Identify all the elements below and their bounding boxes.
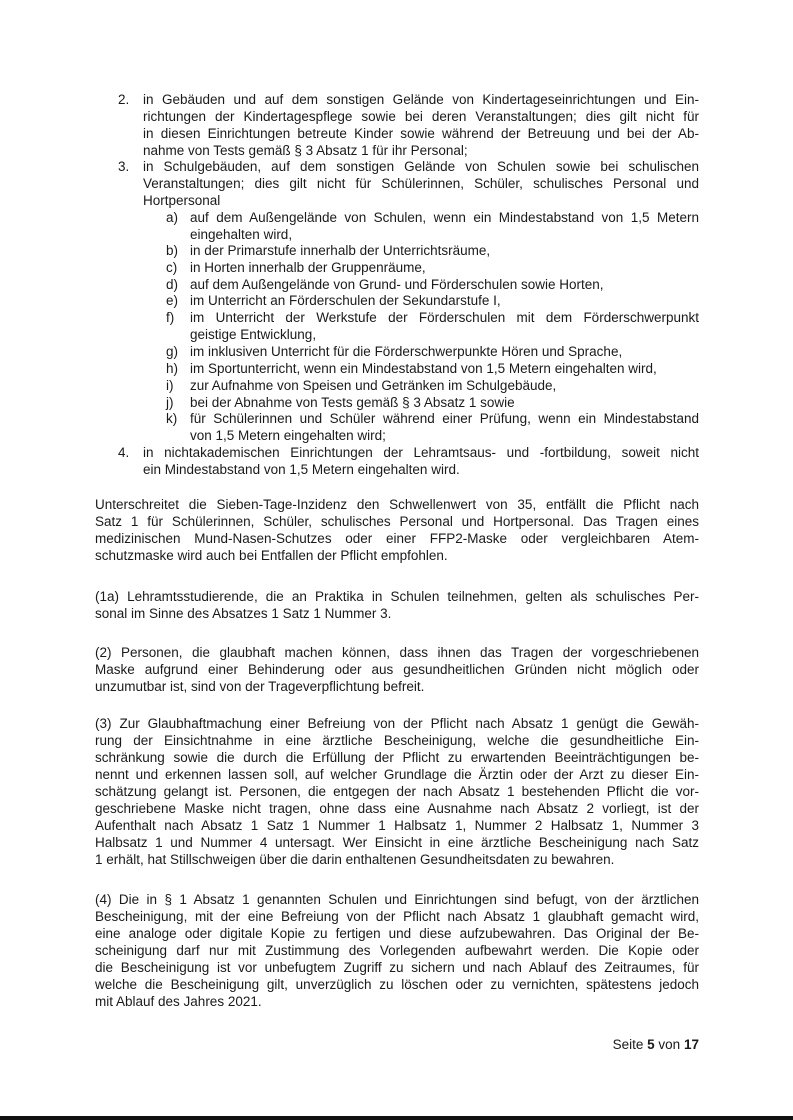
list-text-line: in Schulgebäuden, auf dem sonstigen Gelände von Schulen sowie bei schulischen	[143, 159, 699, 174]
paragraph-line: sonal im Sinne des Absatzes 1 Satz 1 Nummer 3.	[95, 606, 392, 621]
sub-item-letter: j)	[166, 395, 174, 410]
paragraph-line: Bescheinigung, mit der eine Befreiung von der Pflicht nach Absatz 1 glaubhaft gemacht wird,	[95, 909, 699, 924]
sub-item-letter: h)	[166, 361, 179, 376]
paragraph-line: mit Ablauf des Jahres 2021.	[95, 994, 262, 1009]
paragraph-line: geschriebene Maske nicht tragen, ohne dass eine Ausnahme nach Absatz 2 vorliegt, ist der	[95, 801, 699, 816]
paragraph-line: (2) Personen, die glaubhaft machen können, dass ihnen das Tragen der vorgeschriebenen	[95, 645, 699, 660]
page-bottom-border	[0, 1116, 793, 1120]
sub-item-letter: b)	[166, 243, 179, 258]
sub-item-line: im Unterricht der Werkstufe der Förderschulen mit dem Förderschwerpunkt	[190, 310, 699, 325]
sub-item-line: von 1,5 Metern eingehalten wird;	[190, 428, 386, 443]
sub-item-letter: d)	[166, 277, 179, 292]
paragraph-line: Halbsatz 1 und Nummer 4 untersagt. Wer Einsicht in eine ärztliche Bescheinigung nach Satz	[95, 835, 699, 850]
paragraph-line: schutzmaske wird auch bei Entfallen der Pflicht empfohlen.	[95, 548, 448, 563]
page-label: Seite	[612, 1037, 644, 1052]
list-text-line: in diesen Einrichtungen betreute Kinder sowie während der Betreuung und bei der Ab-	[143, 126, 699, 141]
paragraph-line: Aufenthalt nach Absatz 1 Satz 1 Nummer 1 Halbsatz 1, Nummer 2 Halbsatz 1, Nummer 3	[95, 818, 699, 833]
list-text-line: Hortpersonal	[143, 193, 221, 208]
paragraph-line: scheinigung darf nur mit Zustimmung des Vorlegenden aufbewahrt werden. Die Kopie oder	[95, 943, 699, 958]
sub-item-line: im Unterricht an Förderschulen der Sekundarstufe I,	[190, 293, 501, 308]
list-text-line: in nichtakademischen Einrichtungen der Lehramtsaus- und -fortbildung, soweit nicht	[143, 445, 699, 460]
sub-item-letter: f)	[166, 310, 175, 325]
paragraph-line: nennt und erkennen lassen soll, auf welcher Grundlage die Ärztin oder der Arzt zu dieser Ein-	[95, 767, 699, 782]
list-text-line: in Gebäuden und auf dem sonstigen Gelände von Kindertageseinrichtungen und Ein-	[143, 92, 699, 107]
list-text-line: Veranstaltungen; dies gilt nicht für Schülerinnen, Schüler, schulisches Personal und	[143, 176, 699, 191]
sub-item-line: eingehalten wird,	[190, 227, 293, 242]
paragraph-line: medizinischen Mund-Nasen-Schutzes oder einer FFP2-Maske oder vergleichbaren Atem-	[95, 531, 699, 546]
paragraph-line: 1 erhält, hat Stillschweigen über die darin enthaltenen Gesundheitsdaten zu bewahren.	[95, 852, 615, 867]
paragraph-line: Unterschreitet die Sieben-Tage-Inzidenz den Schwellenwert von 35, entfällt die Pflicht nach	[95, 497, 699, 512]
sub-item-letter: g)	[166, 344, 179, 359]
sub-item-line: im Sportunterricht, wenn ein Mindestabstand von 1,5 Metern eingehalten wird,	[190, 361, 657, 376]
list-number: 3.	[118, 159, 130, 174]
sub-item-line: auf dem Außengelände von Grund- und Förderschulen sowie Horten,	[190, 277, 604, 292]
paragraph-line: eine analoge oder digitale Kopie zu fertigen und diese aufzubewahren. Das Original der Be-	[95, 926, 699, 941]
paragraph-line: schränkung sowie die durch die Erfüllung der Pflicht zu erwartenden Beeinträchtigungen be-	[95, 750, 699, 765]
paragraph-line: unzumutbar ist, sind von der Trageverpflichtung befreit.	[95, 679, 425, 694]
list-text-line: richtungen der Kindertagespflege sowie bei deren Veranstaltungen; dies gilt nicht für	[143, 109, 699, 124]
page-separator: von	[658, 1037, 681, 1052]
list-number: 2.	[118, 92, 130, 107]
sub-item-line: geistige Entwicklung,	[190, 327, 317, 342]
paragraph-line: (4) Die in § 1 Absatz 1 genannten Schulen und Einrichtungen sind befugt, von der ärztlichen	[95, 892, 699, 907]
paragraph-line: (1a) Lehramtsstudierende, die an Praktika in Schulen teilnehmen, gelten als schulisches Per-	[95, 589, 699, 604]
sub-item-letter: e)	[166, 293, 179, 308]
list-number: 4.	[118, 445, 130, 460]
page-number-footer	[613, 1036, 699, 1053]
paragraph-line: die Bescheinigung ist vor unbefugtem Zugriff zu sichern und nach Ablauf des Zeitraumes, für	[95, 960, 699, 975]
sub-item-letter: a)	[166, 210, 179, 225]
sub-item-letter: i)	[166, 378, 174, 393]
sub-item-line: in Horten innerhalb der Gruppenräume,	[190, 260, 426, 275]
total-pages: 17	[683, 1037, 699, 1052]
paragraph-line: schätzung gelangt ist. Personen, die entgegen der nach Absatz 1 bestehenden Pflicht die vor-	[95, 784, 699, 799]
list-text-line: ein Mindestabstand von 1,5 Metern eingehalten wird.	[143, 462, 460, 477]
sub-item-line: zur Aufnahme von Speisen und Getränken im Schulgebäude,	[190, 378, 557, 393]
sub-item-line: im inklusiven Unterricht für die Förderschwerpunkte Hören und Sprache,	[190, 344, 623, 359]
sub-item-line: bei der Abnahme von Tests gemäß § 3 Absatz 1 sowie	[190, 395, 515, 410]
paragraph-line: Maske aufgrund einer Behinderung oder aus gesundheitlichen Gründen nicht möglich oder	[95, 662, 699, 677]
paragraph-line: rung der Einsichtnahme in eine ärztliche Bescheinigung, welche die gesundheitliche Ein-	[95, 733, 699, 748]
sub-item-line: in der Primarstufe innerhalb der Unterrichtsräume,	[190, 243, 491, 258]
list-text-line: nahme von Tests gemäß § 3 Absatz 1 für ihr Personal;	[143, 143, 468, 158]
sub-item-line: für Schülerinnen und Schüler während einer Prüfung, wenn ein Mindestabstand	[190, 411, 699, 426]
paragraph-line: (3) Zur Glaubhaftmachung einer Befreiung von der Pflicht nach Absatz 1 genügt die Gewäh-	[95, 716, 699, 731]
paragraph-line: welche die Bescheinigung gilt, unverzüglich zu löschen oder zu vernichten, spätestens jedoch	[95, 977, 699, 992]
current-page: 5	[647, 1037, 655, 1052]
sub-item-letter: c)	[166, 260, 178, 275]
paragraph-line: Satz 1 für Schülerinnen, Schüler, schulisches Personal und Hortpersonal. Das Tragen eines	[95, 514, 699, 529]
sub-item-line: auf dem Außengelände von Schulen, wenn ein Mindestabstand von 1,5 Metern	[190, 210, 699, 225]
sub-item-letter: k)	[166, 411, 178, 426]
